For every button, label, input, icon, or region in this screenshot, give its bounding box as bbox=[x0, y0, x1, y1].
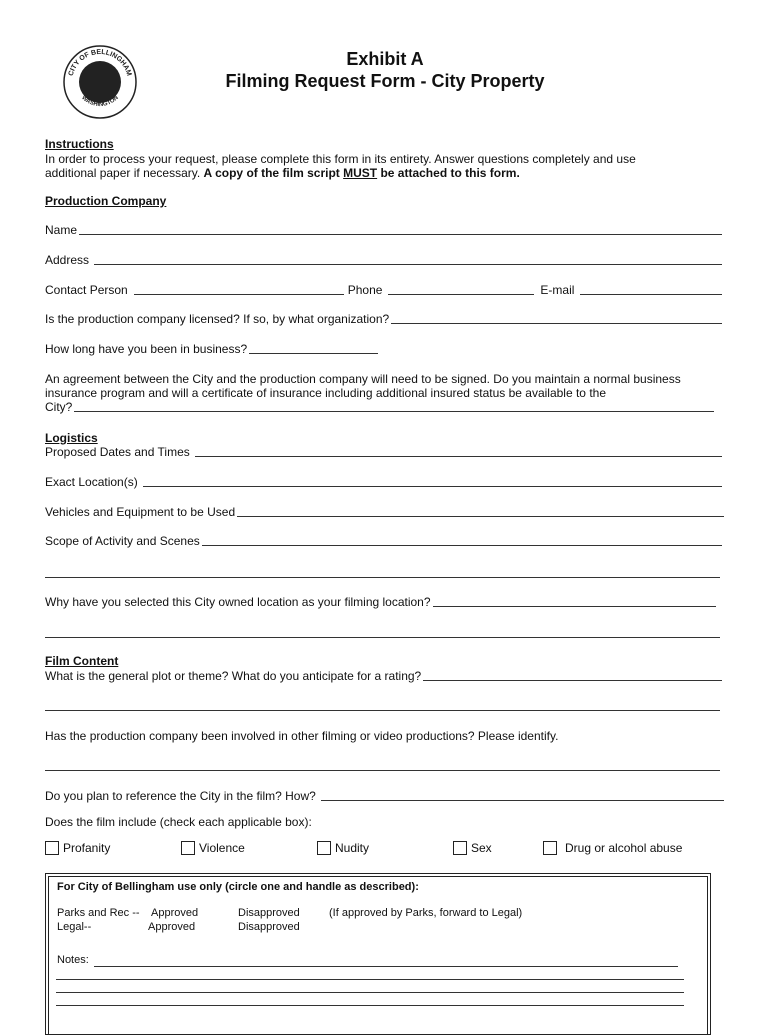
instructions-must: MUST bbox=[343, 166, 378, 180]
email-input-line[interactable] bbox=[580, 294, 722, 295]
scope-field[interactable] bbox=[45, 534, 722, 548]
plot-extra-line[interactable] bbox=[45, 710, 720, 711]
city-seal-logo bbox=[62, 44, 138, 120]
scope-label: Scope of Activity and Scenes bbox=[45, 534, 200, 548]
address-label: Address bbox=[45, 253, 90, 267]
phone-input-line[interactable] bbox=[388, 294, 534, 295]
insurance-label: City? bbox=[45, 400, 73, 414]
agreement-line-1: An agreement between the City and the production company will need to be signed. Do you maintain a normal business bbox=[45, 372, 681, 386]
reference-field[interactable] bbox=[45, 789, 724, 803]
office-use-box bbox=[45, 873, 711, 1035]
contact-person-label: Contact Person bbox=[45, 283, 128, 297]
why-location-extra-line[interactable] bbox=[45, 637, 720, 638]
seal-top-text: CITY OF BELLINGHAM bbox=[67, 48, 133, 77]
why-location-label: Why have you selected this City owned location as your filming location? bbox=[45, 595, 431, 609]
seal-bottom-text: WASHINGTON bbox=[80, 94, 120, 109]
involved-label: Has the production company been involved in other filming or video productions? Please identify. bbox=[45, 729, 559, 743]
page-subtitle: Filming Request Form - City Property bbox=[225, 71, 545, 91]
why-location-input-line[interactable] bbox=[433, 606, 716, 607]
notes-input-line[interactable] bbox=[94, 966, 678, 967]
contact-person-input-line[interactable] bbox=[134, 294, 344, 295]
instructions-heading: Instructions bbox=[45, 137, 114, 151]
office-use-heading: For City of Bellingham use only (circle one and handle as described): bbox=[57, 881, 419, 893]
checkbox-drug-alcohol[interactable] bbox=[543, 841, 682, 855]
checkbox-violence[interactable] bbox=[181, 841, 245, 855]
business-duration-input-line[interactable] bbox=[249, 353, 378, 354]
legal-label: Legal-- bbox=[57, 921, 92, 933]
vehicles-field[interactable] bbox=[45, 505, 724, 519]
legal-approved[interactable]: Approved bbox=[148, 921, 196, 933]
reference-input-line[interactable] bbox=[321, 800, 724, 801]
checkbox-label: Drug or alcohol abuse bbox=[565, 841, 683, 855]
checkbox-square[interactable] bbox=[45, 841, 59, 855]
locations-input-line[interactable] bbox=[143, 486, 722, 487]
checkbox-sex[interactable] bbox=[453, 841, 492, 855]
notes-extra-line-2[interactable] bbox=[56, 992, 684, 993]
why-location-field[interactable] bbox=[45, 595, 716, 609]
office-use-inner-border bbox=[48, 876, 708, 1034]
address-field[interactable] bbox=[45, 253, 722, 267]
business-duration-label: How long have you been in business? bbox=[45, 342, 248, 356]
licensed-label: Is the production company licensed? If so, by what organization? bbox=[45, 312, 390, 326]
production-company-heading: Production Company bbox=[45, 194, 167, 208]
instructions-bold-a: A copy of the film script bbox=[203, 166, 344, 180]
checkbox-label: Profanity bbox=[63, 841, 111, 855]
involved-input-line[interactable] bbox=[45, 770, 720, 771]
instructions-line-2 bbox=[45, 166, 520, 180]
checkbox-label: Violence bbox=[199, 841, 245, 855]
legal-disapproved[interactable]: Disapproved bbox=[238, 921, 300, 933]
name-label: Name bbox=[45, 223, 78, 237]
checkbox-square[interactable] bbox=[181, 841, 195, 855]
notes-extra-line-3[interactable] bbox=[56, 1005, 684, 1006]
scope-input-line[interactable] bbox=[202, 545, 722, 546]
checkbox-square[interactable] bbox=[317, 841, 331, 855]
notes-extra-line-1[interactable] bbox=[56, 979, 684, 980]
notes-label: Notes: bbox=[57, 954, 89, 966]
plot-field[interactable] bbox=[45, 669, 722, 683]
parks-note: (If approved by Parks, forward to Legal) bbox=[329, 907, 523, 919]
instructions-plain: additional paper if necessary. bbox=[45, 166, 204, 180]
phone-label: Phone bbox=[347, 283, 383, 297]
name-input-line[interactable] bbox=[79, 234, 722, 235]
vehicles-label: Vehicles and Equipment to be Used bbox=[45, 505, 236, 519]
business-duration-field[interactable] bbox=[45, 342, 378, 356]
reference-label: Do you plan to reference the City in the film? How? bbox=[45, 789, 316, 803]
contact-row bbox=[45, 283, 722, 297]
locations-label: Exact Location(s) bbox=[45, 475, 138, 489]
parks-label: Parks and Rec -- bbox=[57, 907, 140, 919]
email-label: E-mail bbox=[540, 283, 575, 297]
licensed-input-line[interactable] bbox=[391, 323, 722, 324]
includes-label: Does the film include (check each applicable box): bbox=[45, 815, 312, 829]
insurance-input-line[interactable] bbox=[74, 411, 714, 412]
licensed-field[interactable] bbox=[45, 312, 722, 326]
dates-input-line[interactable] bbox=[195, 456, 722, 457]
name-field[interactable] bbox=[45, 223, 722, 237]
checkbox-square[interactable] bbox=[453, 841, 467, 855]
address-input-line[interactable] bbox=[94, 264, 722, 265]
checkbox-label: Sex bbox=[471, 841, 492, 855]
scope-extra-line[interactable] bbox=[45, 577, 720, 578]
checkbox-profanity[interactable] bbox=[45, 841, 110, 855]
insurance-field[interactable] bbox=[45, 400, 714, 414]
vehicles-input-line[interactable] bbox=[237, 516, 724, 517]
plot-input-line[interactable] bbox=[423, 680, 722, 681]
checkbox-nudity[interactable] bbox=[317, 841, 369, 855]
checkbox-label: Nudity bbox=[335, 841, 370, 855]
parks-disapproved[interactable]: Disapproved bbox=[238, 907, 300, 919]
parks-approved[interactable]: Approved bbox=[151, 907, 199, 919]
locations-field[interactable] bbox=[45, 475, 722, 489]
logistics-heading: Logistics bbox=[45, 431, 98, 445]
checkbox-square[interactable] bbox=[543, 841, 557, 855]
page-title: Exhibit A bbox=[346, 49, 424, 69]
plot-label: What is the general plot or theme? What do you anticipate for a rating? bbox=[45, 669, 422, 683]
dates-label: Proposed Dates and Times bbox=[45, 445, 190, 459]
instructions-line-1: In order to process your request, please complete this form in its entirety. Answer questions completely and use bbox=[45, 152, 636, 166]
film-content-heading: Film Content bbox=[45, 654, 119, 668]
agreement-line-2: insurance program and will a certificate of insurance including additional insured status be available to the bbox=[45, 386, 606, 400]
instructions-bold-b: be attached to this form. bbox=[377, 166, 520, 180]
dates-field[interactable] bbox=[45, 445, 722, 459]
